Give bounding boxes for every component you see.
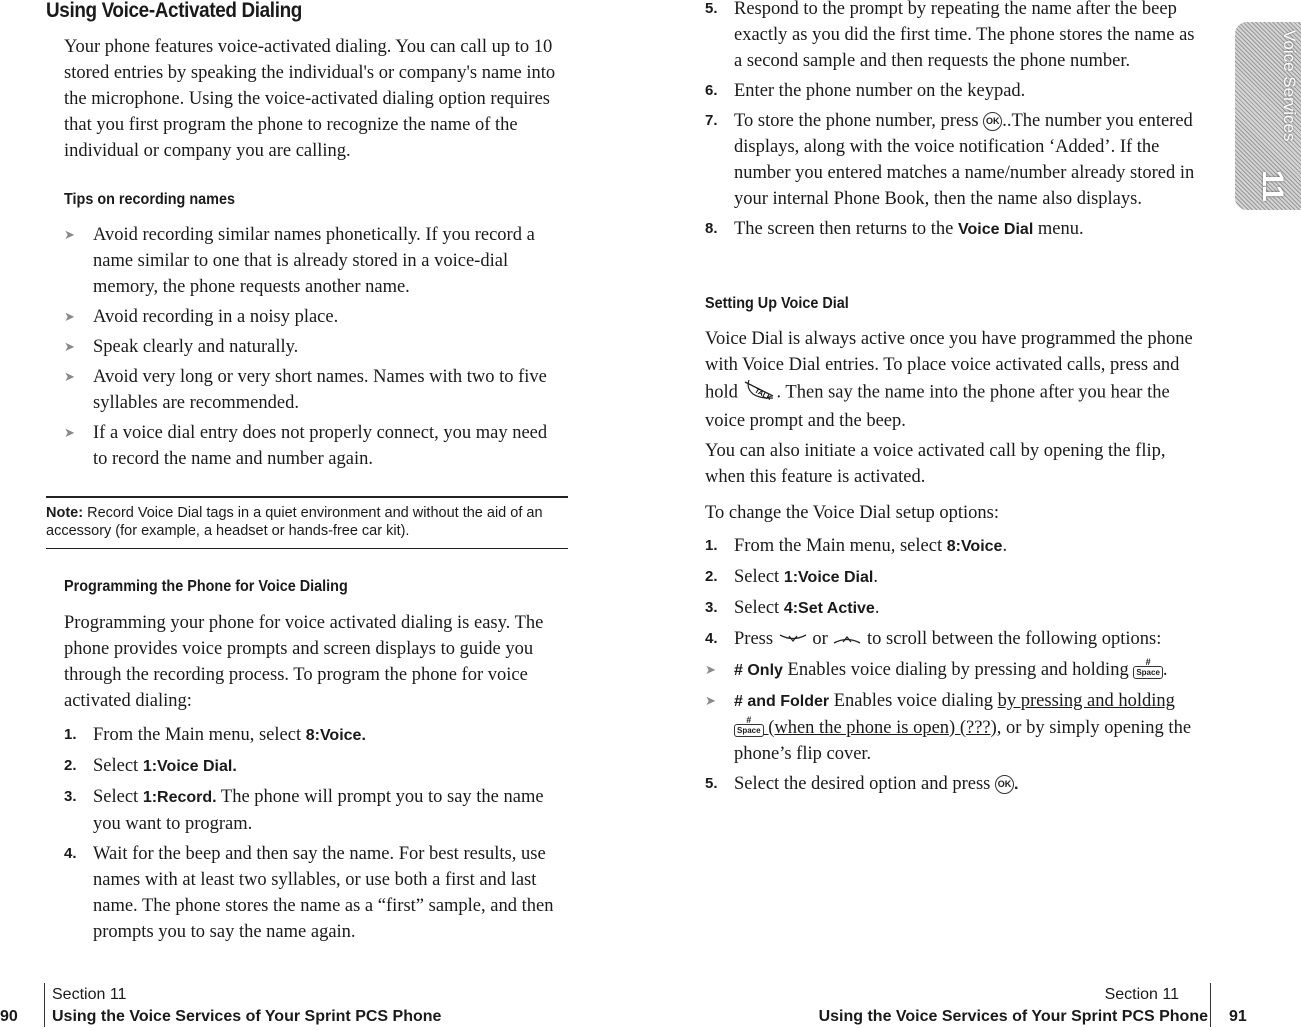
tip-item [64, 334, 564, 360]
programming-intro: Programming your phone for voice activated dialing is easy. The phone provides voice prompts and screen displays to guide you through the recording process. To program the phone for voice activated dialing: [64, 613, 544, 711]
bullet-arrow-icon: ➤ [705, 692, 716, 708]
tip-text: Speak clearly and naturally. [93, 337, 299, 357]
step-text: . [1014, 775, 1019, 793]
step-item [64, 753, 566, 780]
talk-key-icon [743, 378, 777, 408]
setup-paragraph: You can also initiate a voice activated call by opening the flip, when this feature is activated. [705, 441, 1166, 487]
bullet-arrow-icon: ➤ [64, 369, 75, 384]
tip-item [64, 304, 564, 330]
svg-text:TALK: TALK [752, 387, 773, 400]
footer-title: Using the Voice Services of Your Sprint PCS Phone [52, 1008, 442, 1025]
step-number: 1. [64, 726, 77, 743]
option-text-underlined: by pressing and holding [997, 690, 1175, 711]
tip-text: Avoid recording similar names phonetically. If you record a name similar to one that is already stored in a voice-dial memory, the phone requests another name. [93, 225, 535, 297]
footer-divider [1210, 983, 1211, 1027]
step-text: Select [734, 567, 784, 587]
footer-section: Section 11 [52, 986, 127, 1003]
step-text: Press [734, 629, 778, 649]
step-text: The screen then returns to the [734, 219, 958, 239]
step-item [64, 784, 566, 837]
footer-section: Section 11 [1104, 986, 1179, 1003]
hash-symbol: # [1145, 657, 1151, 667]
step-text: Wait for the beep and then say the name. For best results, use names with at least two syllables, or use both a first and last name. The phone stores the name as a “first” sample, and then prompts you to say the name again. [93, 844, 554, 942]
step-number: 5. [705, 0, 718, 17]
step-text: Select the desired option and press [734, 773, 995, 794]
step-text: From the Main menu, select [734, 536, 947, 556]
step-number: 3. [64, 788, 77, 805]
hash-symbol: # [746, 715, 752, 725]
step-number: 5. [705, 774, 718, 792]
bullet-arrow-icon: ➤ [64, 339, 75, 354]
step-text: Select [93, 756, 143, 776]
option-label: # Only [734, 661, 783, 679]
step-number: 3. [705, 599, 718, 616]
step-number: 6. [705, 82, 718, 99]
space-key-icon [734, 715, 764, 737]
step-item [64, 841, 566, 945]
option-item [705, 688, 1205, 767]
page-title: Using Voice-Activated Dialing [46, 0, 302, 22]
footer-divider [44, 983, 45, 1027]
step-item [705, 533, 1205, 560]
tip-item [64, 420, 564, 472]
step-item [705, 595, 1205, 622]
step-text: ..The number you entered displays, along with the voice notification ‘Added’. If the number you entered matches a name/number already stored in your internal Phone Book, then the name also displays. [734, 111, 1195, 209]
step-number: 2. [64, 757, 77, 774]
bullet-arrow-icon: ➤ [64, 425, 75, 440]
left-page [0, 0, 650, 1030]
note-box [46, 496, 568, 549]
step-text: Respond to the prompt by repeating the name after the beep exactly as you did the first time. The phone stores the name as a second sample and then requests the phone number. [734, 0, 1195, 71]
tips-heading: Tips on recording names [64, 191, 235, 208]
bullet-arrow-icon: ➤ [705, 661, 716, 677]
step-item [705, 564, 1205, 591]
tips-list [64, 222, 564, 472]
setup-heading: Setting Up Voice Dial [705, 295, 849, 312]
tip-text: If a voice dial entry does not properly connect, you may need to record the name and number again. [93, 423, 548, 469]
setup-text: . Then say the name into the phone after you hear the voice prompt and the beep. [705, 382, 1170, 431]
step-number: 4. [64, 845, 77, 862]
step-number: 8. [705, 220, 718, 237]
chapter-tab-number: 11 [1256, 170, 1289, 202]
menu-option: 8:Voice [946, 538, 1003, 555]
option-label: # and Folder [734, 692, 830, 710]
step-item [64, 722, 566, 749]
page-number: 90 [0, 1008, 18, 1025]
nav-down-icon [778, 627, 808, 653]
step-text: To store the phone number, press [734, 111, 984, 131]
menu-option: Voice Dial [957, 221, 1034, 238]
space-key-label: Space [737, 726, 761, 735]
intro-paragraph: Your phone features voice-activated dialing. You can call up to 10 stored entries by speaking the individual's or company's name into the microphone. Using the voice-activated dialing option requires that you first program the phone to recognize the name of the individual or company you are calling. [64, 37, 556, 161]
programming-heading: Programming the Phone for Voice Dialing [64, 578, 348, 595]
step-item [705, 78, 1205, 104]
setup-text: Voice Dial is always active once you have programmed the phone with Voice Dial entries. To place voice activated calls, press and hold [705, 329, 1193, 403]
ok-key-icon: OK [983, 112, 1002, 131]
step-item [705, 108, 1205, 212]
option-item: ➤ # Only Enables voice dialing by pressing and holding # Space . [705, 657, 1205, 684]
step-item [705, 216, 1205, 243]
step-text: Select [734, 598, 784, 618]
nav-up-icon [832, 627, 862, 653]
menu-option: 1:Voice Dial [783, 569, 874, 586]
ok-key-icon: OK [995, 775, 1014, 794]
note-label: Note: [46, 505, 84, 521]
step-item [705, 0, 1205, 74]
step-text: The phone will prompt you to say the name you want to program. [93, 787, 544, 834]
setup-paragraph: To change the Voice Dial setup options: [705, 503, 999, 523]
step-text: or [807, 629, 833, 649]
space-key-label: Space [1136, 668, 1160, 677]
step-number: 7. [705, 112, 718, 129]
step-text: . [873, 567, 878, 587]
menu-option: 8:Voice. [305, 727, 366, 744]
bullet-arrow-icon: ➤ [64, 227, 75, 242]
step-text: menu. [1033, 219, 1084, 239]
tip-text: Avoid recording in a noisy place. [93, 307, 339, 327]
step-text: . [1002, 536, 1008, 556]
tip-text: Avoid very long or very short names. Names with two to five syllables are recommended. [93, 367, 547, 413]
step-text: From the Main menu, select [93, 725, 306, 745]
programming-steps-continued [705, 0, 1205, 243]
step-number: 1. [705, 537, 718, 554]
step-text: Select [93, 787, 143, 807]
tip-item [64, 364, 564, 416]
setup-section [705, 326, 1205, 798]
note-text: Record Voice Dial tags in a quiet environment and without the aid of an accessory (for example, a headset or hands-free car kit). [46, 505, 543, 539]
option-text: , or by simply opening the phone’s flip cover. [734, 717, 1192, 764]
option-text: Enables voice dialing [829, 690, 998, 711]
space-key-icon [1133, 657, 1163, 679]
chapter-tab-label: Voice Services [1280, 30, 1299, 142]
step-item [705, 771, 1205, 798]
step-number: 4. [705, 630, 718, 647]
right-page [650, 0, 1301, 1030]
programming-steps [64, 722, 566, 945]
bullet-arrow-icon: ➤ [64, 309, 75, 324]
setup-paragraph [705, 326, 1205, 434]
option-text: Enables voice dialing by pressing and holding [782, 659, 1134, 680]
chapter-tab [1235, 22, 1301, 210]
menu-option: 1:Voice Dial. [142, 758, 237, 775]
page-number: 91 [1229, 1008, 1247, 1025]
option-text-underlined: (when the phone is open) (???) [763, 717, 997, 738]
step-text: Enter the phone number on the keypad. [734, 81, 1026, 101]
step-text: . [874, 598, 880, 618]
step-text: to scroll between the following options: [862, 629, 1162, 649]
step-number: 2. [705, 568, 718, 585]
tip-item [64, 222, 564, 300]
menu-option: 4:Set Active [783, 600, 875, 617]
footer-title: Using the Voice Services of Your Sprint PCS Phone [818, 1008, 1208, 1025]
menu-option: 1:Record. [142, 789, 217, 806]
step-item [705, 626, 1205, 653]
